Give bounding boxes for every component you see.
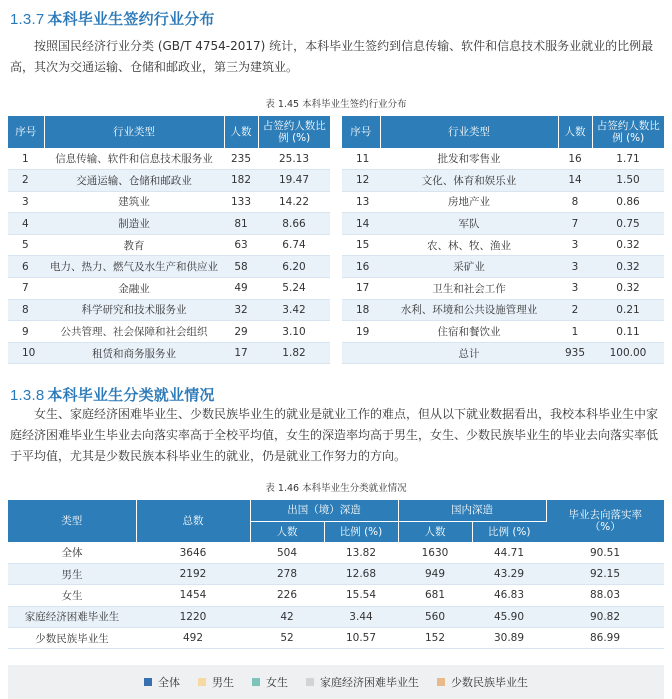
cell-index xyxy=(342,342,380,364)
cell-abroad-ratio: 12.68 xyxy=(324,563,398,584)
cell-domestic-ratio: 45.90 xyxy=(472,606,546,627)
cell-index: 11 xyxy=(342,148,380,170)
cell-count: 29 xyxy=(224,321,258,343)
cell-industry: 电力、热力、燃气及水生产和供应业 xyxy=(44,256,224,278)
cell-industry: 公共管理、社会保障和社会组织 xyxy=(44,321,224,343)
legend-item xyxy=(252,674,288,690)
industry-table-left-body xyxy=(8,148,330,364)
cell-ratio: 3.42 xyxy=(258,299,330,321)
cell-type: 家庭经济困难毕业生 xyxy=(8,606,136,627)
header-domestic-study: 国内深造 xyxy=(398,500,546,521)
table-1-45-caption: 表 1.45 本科毕业生签约行业分布 xyxy=(265,99,407,110)
legend-label: 家庭经济困难毕业生 xyxy=(320,676,419,689)
legend-swatch xyxy=(437,678,445,686)
cell-count: 235 xyxy=(224,148,258,170)
cell-index: 16 xyxy=(342,256,380,278)
header-ratio: 占签约人数比例 (%) xyxy=(592,116,664,148)
category-employment-table xyxy=(8,500,664,649)
legend-label: 全体 xyxy=(158,676,180,689)
table-1-46-caption: 表 1.46 本科毕业生分类就业情况 xyxy=(265,483,407,494)
table-row xyxy=(8,542,664,563)
cell-total: 3646 xyxy=(136,542,250,563)
cell-ratio: 0.32 xyxy=(592,256,664,278)
category-paragraph: 女生、家庭经济困难毕业生、少数民族毕业生的就业是就业工作的难点，但从以下就业数据看出，我校本科毕业生中家庭经济困难毕业生毕业去向落实率高于全校平均值，女生的深造率均高于男生，女生、少数民族毕业生的毕业去向落实率低于平均值，尤其是少数民族本科毕业生的就业，仍是就业工作努力的方向。 xyxy=(10,407,659,463)
table-row xyxy=(342,234,664,256)
cell-total: 1220 xyxy=(136,606,250,627)
cell-industry: 交通运输、仓储和邮政业 xyxy=(44,170,224,192)
header-total: 总数 xyxy=(136,500,250,542)
cell-ratio: 8.66 xyxy=(258,213,330,235)
cell-total: 2192 xyxy=(136,563,250,584)
cell-placement-rate: 88.03 xyxy=(546,585,664,606)
cell-ratio: 6.74 xyxy=(258,234,330,256)
legend-swatch xyxy=(252,678,260,686)
cell-abroad-count: 278 xyxy=(250,563,324,584)
cell-index: 7 xyxy=(8,278,44,300)
cell-count: 182 xyxy=(224,170,258,192)
cell-total: 492 xyxy=(136,628,250,649)
header-count: 人数 xyxy=(224,116,258,148)
table-row xyxy=(342,321,664,343)
table-row xyxy=(8,628,664,649)
section-title-text: 本科毕业生分类就业情况 xyxy=(47,386,215,404)
legend-swatch xyxy=(144,678,152,686)
cell-domestic-count: 560 xyxy=(398,606,472,627)
cell-industry: 批发和零售业 xyxy=(380,148,558,170)
header-index: 序号 xyxy=(8,116,44,148)
table-row xyxy=(342,148,664,170)
cell-count: 3 xyxy=(558,256,592,278)
cell-index: 10 xyxy=(8,342,44,364)
legend-item xyxy=(306,674,419,690)
cell-index: 6 xyxy=(8,256,44,278)
table-header-row xyxy=(8,116,330,148)
section-title-category xyxy=(10,384,215,405)
cell-count: 16 xyxy=(558,148,592,170)
legend-label: 少数民族毕业生 xyxy=(451,676,528,689)
cell-count: 3 xyxy=(558,234,592,256)
table-row xyxy=(342,278,664,300)
cell-ratio: 100.00 xyxy=(592,342,664,364)
cell-index: 18 xyxy=(342,299,380,321)
legend-label: 女生 xyxy=(266,676,288,689)
cell-placement-rate: 86.99 xyxy=(546,628,664,649)
cell-count: 1 xyxy=(558,321,592,343)
header-industry: 行业类型 xyxy=(380,116,558,148)
cell-placement-rate: 90.51 xyxy=(546,542,664,563)
cell-industry: 水利、环境和公共设施管理业 xyxy=(380,299,558,321)
cell-ratio: 25.13 xyxy=(258,148,330,170)
header-ratio: 占签约人数比例 (%) xyxy=(258,116,330,148)
cell-domestic-count: 1630 xyxy=(398,542,472,563)
cell-ratio: 0.32 xyxy=(592,234,664,256)
table-row xyxy=(8,234,330,256)
cell-count: 935 xyxy=(558,342,592,364)
subheader-abroad-count: 人数 xyxy=(250,521,324,542)
cell-index: 1 xyxy=(8,148,44,170)
cell-abroad-count: 226 xyxy=(250,585,324,606)
cell-domestic-count: 152 xyxy=(398,628,472,649)
category-table-body xyxy=(8,542,664,649)
legend-item xyxy=(198,674,234,690)
table-row xyxy=(8,256,330,278)
cell-index: 2 xyxy=(8,170,44,192)
cell-ratio: 1.82 xyxy=(258,342,330,364)
cell-count: 3 xyxy=(558,278,592,300)
cell-index: 15 xyxy=(342,234,380,256)
cell-type: 少数民族毕业生 xyxy=(8,628,136,649)
cell-index: 3 xyxy=(8,191,44,213)
table-row xyxy=(342,191,664,213)
table-row xyxy=(8,170,330,192)
cell-ratio: 19.47 xyxy=(258,170,330,192)
cell-industry: 金融业 xyxy=(44,278,224,300)
cell-index: 8 xyxy=(8,299,44,321)
cell-abroad-ratio: 10.57 xyxy=(324,628,398,649)
cell-abroad-ratio: 15.54 xyxy=(324,585,398,606)
section-number: 1.3.7 xyxy=(10,11,45,28)
cell-ratio: 1.50 xyxy=(592,170,664,192)
cell-count: 17 xyxy=(224,342,258,364)
table-row xyxy=(8,278,330,300)
legend-item xyxy=(437,674,528,690)
cell-count: 32 xyxy=(224,299,258,321)
table-row xyxy=(8,321,330,343)
legend-swatch xyxy=(306,678,314,686)
cell-index: 4 xyxy=(8,213,44,235)
cell-index: 17 xyxy=(342,278,380,300)
industry-paragraph: 按照国民经济行业分类 (GB/T 4754-2017) 统计，本科毕业生签约到信息传输、软件和信息技术服务业就业的比例最高，其次为交通运输、仓储和邮政业，第三为建筑业。 xyxy=(10,39,654,74)
cell-type: 男生 xyxy=(8,563,136,584)
cell-domestic-ratio: 44.71 xyxy=(472,542,546,563)
cell-industry: 教育 xyxy=(44,234,224,256)
legend-item xyxy=(144,674,180,690)
cell-ratio: 3.10 xyxy=(258,321,330,343)
cell-industry: 军队 xyxy=(380,213,558,235)
table-row xyxy=(8,213,330,235)
table-row xyxy=(8,606,664,627)
cell-industry: 制造业 xyxy=(44,213,224,235)
legend-label: 男生 xyxy=(212,676,234,689)
table-row xyxy=(342,342,664,364)
industry-table-right xyxy=(342,116,664,364)
cell-abroad-count: 52 xyxy=(250,628,324,649)
cell-industry: 卫生和社会工作 xyxy=(380,278,558,300)
section-title-industry xyxy=(10,8,215,29)
table-row xyxy=(8,563,664,584)
table-row xyxy=(342,170,664,192)
industry-table-right-body xyxy=(342,148,664,364)
cell-index: 19 xyxy=(342,321,380,343)
header-placement-rate: 毕业去向落实率（%） xyxy=(546,500,664,542)
cell-industry: 住宿和餐饮业 xyxy=(380,321,558,343)
cell-industry: 文化、体育和娱乐业 xyxy=(380,170,558,192)
subheader-domestic-count: 人数 xyxy=(398,521,472,542)
table-row xyxy=(8,148,330,170)
cell-ratio: 1.71 xyxy=(592,148,664,170)
cell-ratio: 0.11 xyxy=(592,321,664,343)
header-index: 序号 xyxy=(342,116,380,148)
cell-count: 8 xyxy=(558,191,592,213)
table-row xyxy=(8,299,330,321)
cell-ratio: 14.22 xyxy=(258,191,330,213)
cell-industry: 采矿业 xyxy=(380,256,558,278)
legend-swatch xyxy=(198,678,206,686)
cell-abroad-ratio: 3.44 xyxy=(324,606,398,627)
cell-count: 7 xyxy=(558,213,592,235)
cell-type: 全体 xyxy=(8,542,136,563)
cell-type: 女生 xyxy=(8,585,136,606)
cell-total: 1454 xyxy=(136,585,250,606)
cell-ratio: 5.24 xyxy=(258,278,330,300)
cell-industry: 科学研究和技术服务业 xyxy=(44,299,224,321)
cell-ratio: 0.86 xyxy=(592,191,664,213)
cell-count: 14 xyxy=(558,170,592,192)
table-row xyxy=(342,299,664,321)
table-row xyxy=(342,256,664,278)
cell-abroad-count: 504 xyxy=(250,542,324,563)
header-count: 人数 xyxy=(558,116,592,148)
table-header-row xyxy=(342,116,664,148)
industry-table-left xyxy=(8,116,330,364)
cell-ratio: 0.32 xyxy=(592,278,664,300)
cell-count: 133 xyxy=(224,191,258,213)
cell-domestic-ratio: 30.89 xyxy=(472,628,546,649)
cell-index: 14 xyxy=(342,213,380,235)
cell-index: 5 xyxy=(8,234,44,256)
cell-count: 58 xyxy=(224,256,258,278)
cell-abroad-count: 42 xyxy=(250,606,324,627)
table-row xyxy=(8,342,330,364)
table-row xyxy=(342,213,664,235)
chart-legend xyxy=(8,665,664,699)
cell-abroad-ratio: 13.82 xyxy=(324,542,398,563)
cell-industry: 农、林、牧、渔业 xyxy=(380,234,558,256)
table-row xyxy=(8,585,664,606)
subheader-domestic-ratio: 比例 (%) xyxy=(472,521,546,542)
table-header-row xyxy=(8,500,664,521)
header-industry: 行业类型 xyxy=(44,116,224,148)
cell-placement-rate: 90.82 xyxy=(546,606,664,627)
cell-index: 9 xyxy=(8,321,44,343)
cell-domestic-count: 949 xyxy=(398,563,472,584)
section-title-text: 本科毕业生签约行业分布 xyxy=(47,10,215,28)
section-number: 1.3.8 xyxy=(10,387,45,404)
header-type: 类型 xyxy=(8,500,136,542)
cell-domestic-count: 681 xyxy=(398,585,472,606)
header-abroad-study: 出国（境）深造 xyxy=(250,500,398,521)
cell-count: 81 xyxy=(224,213,258,235)
cell-count: 63 xyxy=(224,234,258,256)
cell-industry: 房地产业 xyxy=(380,191,558,213)
cell-index: 13 xyxy=(342,191,380,213)
cell-domestic-ratio: 46.83 xyxy=(472,585,546,606)
subheader-abroad-ratio: 比例 (%) xyxy=(324,521,398,542)
cell-industry: 信息传输、软件和信息技术服务业 xyxy=(44,148,224,170)
cell-industry: 总计 xyxy=(380,342,558,364)
cell-ratio: 0.75 xyxy=(592,213,664,235)
cell-industry: 租赁和商务服务业 xyxy=(44,342,224,364)
cell-count: 2 xyxy=(558,299,592,321)
table-row xyxy=(8,191,330,213)
cell-domestic-ratio: 43.29 xyxy=(472,563,546,584)
cell-industry: 建筑业 xyxy=(44,191,224,213)
cell-placement-rate: 92.15 xyxy=(546,563,664,584)
cell-index: 12 xyxy=(342,170,380,192)
cell-count: 49 xyxy=(224,278,258,300)
cell-ratio: 6.20 xyxy=(258,256,330,278)
cell-ratio: 0.21 xyxy=(592,299,664,321)
